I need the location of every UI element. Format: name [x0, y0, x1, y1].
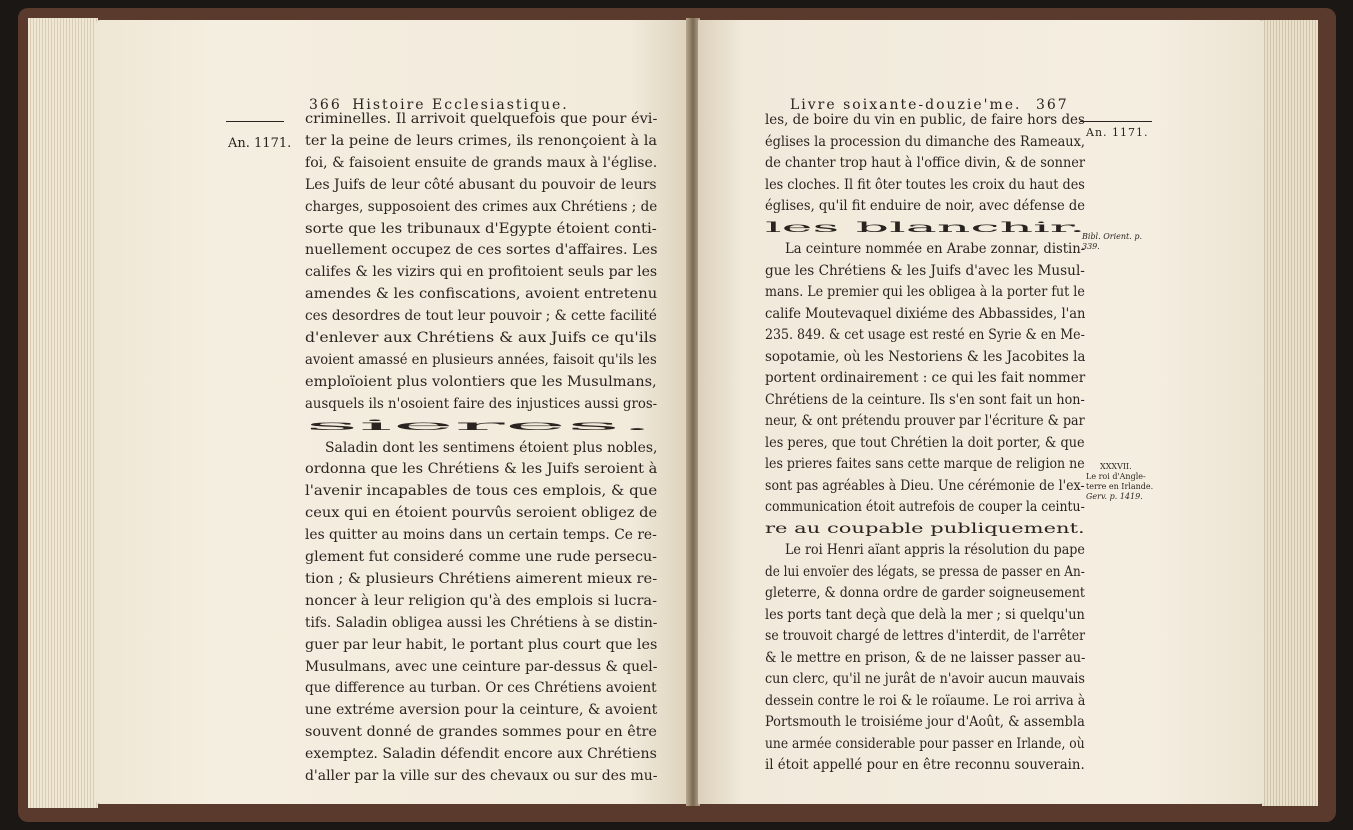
text-line: mans. Le premier qui les obligea à la porter fut le	[765, 284, 1085, 300]
text-line: sopotamie, où les Nestoriens & les Jacobites la	[765, 348, 1086, 365]
text-line: les blanchir.	[765, 219, 1086, 236]
right-margin-rule	[1080, 121, 1152, 122]
left-margin-rule	[226, 121, 284, 122]
text-line: dessein contre le roi & le roïaume. Le roi arriva à	[765, 692, 1086, 709]
text-line: ausquels ils n'osoient faire des injustices aussi gros-	[305, 395, 658, 412]
left-running-head: Histoire Ecclesiastique.	[352, 97, 569, 113]
text-line: glement fut consideré comme une rude persecu-	[305, 549, 658, 565]
text-line: les peres, que tout Chrétien la doit porter, & que	[765, 434, 1085, 451]
text-line: les ports tant deçà que delà la mer ; si quelqu'un	[765, 606, 1085, 623]
text-line: foi, & faisoient ensuite de grands maux à l'église.	[305, 154, 658, 171]
right-page-edges	[1262, 20, 1318, 806]
text-line: noncer à leur religion qu'à des emplois si lucra-	[305, 592, 657, 609]
text-line: une extréme aversion pour la ceinture, & avoient	[305, 702, 658, 719]
text-line: une armée considerable pour passer en Irlande, où	[765, 735, 1085, 752]
text-line: d'enlever aux Chrétiens & aux Juifs ce qu'ils	[305, 330, 657, 346]
text-line: que difference au turban. Or ces Chrétiens avoient	[305, 680, 657, 697]
text-line: emploïoient plus volontiers que les Musulmans,	[305, 373, 657, 390]
left-page-edges	[28, 18, 98, 808]
text-line: Chrétiens de la ceinture. Ils s'en sont fait un hon-	[765, 391, 1085, 408]
text-line: les prieres faites sans cette marque de religion ne	[765, 456, 1085, 472]
text-line: & le mettre en prison, & de ne laisser passer au-	[765, 649, 1086, 666]
bibl-orient-note: Bibl. Orient. p. 339.	[1082, 232, 1142, 251]
text-line: ceux qui en étoient pourvûs seroient obligez de	[305, 505, 658, 522]
text-line: guer par leur habit, le portant plus court que les	[305, 636, 658, 653]
text-line: ces desordres de tout leur pouvoir ; & cette facilité	[305, 308, 657, 325]
text-line: re au coupable publiquement.	[765, 520, 1085, 537]
text-line: amendes & les confiscations, avoient entretenu	[305, 286, 658, 303]
text-line: communication étoit autrefois de couper la ceintu-	[765, 499, 1085, 515]
left-margin-year: An. 1171.	[228, 136, 292, 151]
text-line: églises, qu'il fit enduire de noir, avec défense de	[765, 198, 1085, 214]
text-line: Les Juifs de leur côté abusant du pouvoir de leurs	[305, 176, 657, 193]
text-line: nuellement occupez de ces sortes d'affaires. Les	[305, 242, 658, 259]
text-line: La ceinture nommée en Arabe zonnar, distin-	[785, 241, 1086, 257]
right-margin-year: An. 1171.	[1086, 126, 1149, 139]
text-line: ter la peine de leurs crimes, ils renonçoient à la	[305, 132, 658, 149]
text-line: portent ordinairement : ce qui les fait nommer	[765, 370, 1086, 386]
text-line: les cloches. Il fit ôter toutes les croix du haut des	[765, 176, 1085, 193]
left-page-number: 366	[309, 97, 342, 113]
text-line: calife Moutevaquel dixiéme des Abbassides, l'an	[765, 305, 1086, 322]
text-line: gue les Chrétiens & les Juifs d'avec les Musul-	[765, 262, 1085, 279]
text-line: charges, supposoient des crimes aux Chrétiens ; de	[305, 198, 658, 215]
text-line: sorte que les tribunaux d'Egypte étoient conti-	[305, 220, 657, 237]
text-line: se trouvoit chargé de lettres d'interdit, de l'arrêter	[765, 628, 1086, 644]
text-line: avoient amassé en plusieurs années, faisoit qu'ils les	[305, 351, 657, 368]
text-line: d'aller par la ville sur des chevaux ou sur des mu-	[305, 768, 658, 784]
text-line: Portsmouth le troisiéme jour d'Août, & assembla	[765, 714, 1085, 730]
text-line: sont pas agréables à Dieu. Une cérémonie de l'ex-	[765, 477, 1085, 494]
text-line: souvent donné de grandes sommes pour en être	[305, 724, 657, 741]
text-line: neur, & ont prétendu prouver par l'écriture & par	[765, 413, 1085, 429]
text-line: ordonna que les Chrétiens & les Juifs seroient à	[305, 461, 658, 478]
right-running-head: Livre soixante-douzie'me.	[790, 97, 1022, 113]
text-line: les quitter au moins dans un certain temps. Ce re-	[305, 527, 657, 544]
section-xxxvii-note: XXXVII. Le roi d'Angle- terre en Irlande. Gerv. p. 1419.	[1086, 462, 1154, 501]
text-line: Le roi Henri aïant appris la résolution du pape	[785, 542, 1085, 558]
text-line: de lui envoïer des légats, se pressa de passer en An-	[765, 563, 1085, 580]
text-line: de chanter trop haut à l'office divin, & de sonner	[765, 155, 1086, 171]
text-line: cun clerc, qu'il ne jurât de n'avoir aucun mauvais	[765, 671, 1085, 687]
text-line: Saladin dont les sentimens étoient plus nobles,	[325, 439, 658, 456]
right-page	[698, 20, 1264, 804]
text-line: tion ; & plusieurs Chrétiens aimerent mieux re-	[305, 570, 658, 587]
text-line: Musulmans, avec une ceinture par-dessus & quel-	[305, 658, 658, 675]
text-line: églises la procession du dimanche des Rameaux,	[765, 133, 1085, 150]
right-page-number: 367	[1035, 97, 1069, 113]
text-line: sieres.	[305, 417, 654, 434]
text-line: l'avenir incapables de tous ces emplois, & que	[305, 483, 658, 500]
text-line: 235. 849. & cet usage est resté en Syrie & en Me-	[765, 327, 1085, 343]
text-line: tifs. Saladin obligea aussi les Chrétiens à se distin-	[305, 614, 658, 631]
left-page	[96, 20, 688, 804]
text-line: gleterre, & donna ordre de garder soigneusement	[765, 585, 1085, 601]
text-line: les, de boire du vin en public, de faire hors des	[765, 112, 1085, 128]
text-line: califes & les vizirs qui en profitoient seuls par les	[305, 264, 658, 281]
text-line: exemptez. Saladin défendit encore aux Chrétiens	[305, 746, 657, 763]
text-line: il étoit appellé pour en être reconnu souverain.	[765, 757, 1085, 773]
text-line: criminelles. Il arrivoit quelquefois que pour évi-	[305, 111, 658, 127]
